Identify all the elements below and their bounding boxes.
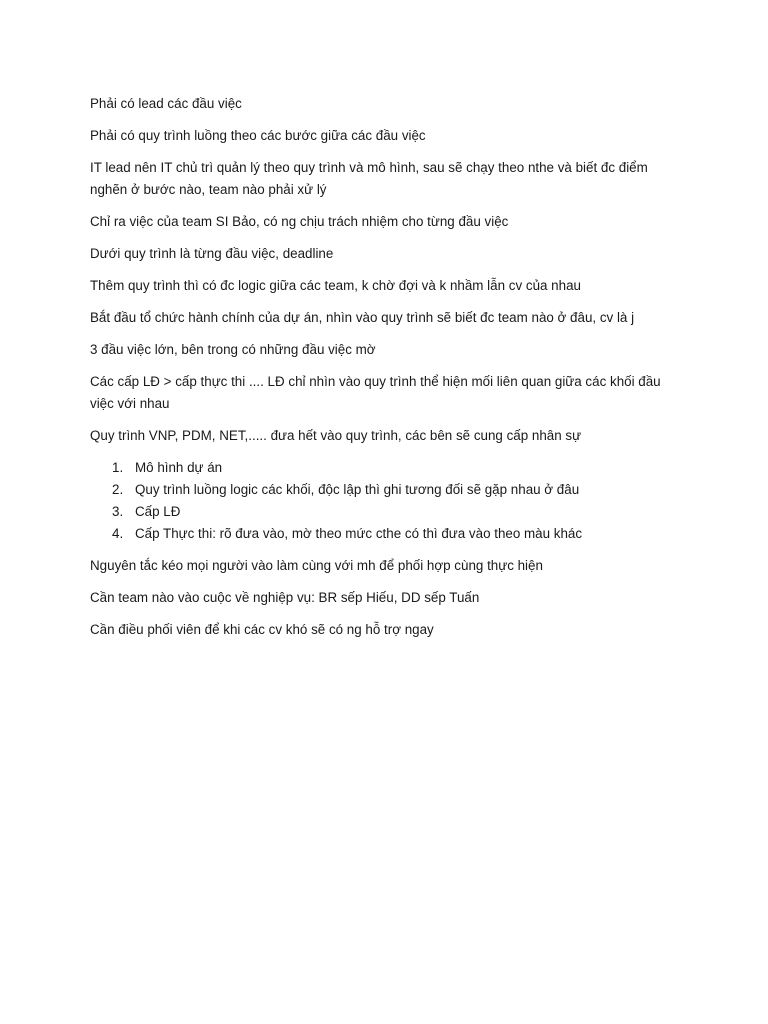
paragraph: Chỉ ra việc của team SI Bảo, có ng chịu trách nhiệm cho từng đầu việc <box>90 214 509 229</box>
paragraph: Nguyên tắc kéo mọi người vào làm cùng với mh để phối hợp cùng thực hiện <box>90 558 543 573</box>
paragraph: Cần team nào vào cuộc về nghiệp vụ: BR sếp Hiếu, DD sếp Tuấn <box>90 590 480 605</box>
list-item-text: Cấp Thực thi: rõ đưa vào, mờ theo mức cthe có thì đưa vào theo màu khác <box>135 526 583 541</box>
numbered-list <box>90 457 680 545</box>
paragraph: Phải có lead các đầu việc <box>90 96 242 111</box>
list-item-text: Mô hình dự án <box>135 460 223 475</box>
paragraph: Quy trình VNP, PDM, NET,..... đưa hết vào quy trình, các bên sẽ cung cấp nhân sự <box>90 428 582 443</box>
paragraph: Các cấp LĐ > cấp thực thi .... LĐ chỉ nhìn vào quy trình thể hiện mối liên quan giữa các khối đầu việc với nhau <box>90 374 661 411</box>
paragraph: 3 đầu việc lớn, bên trong có những đầu việc mờ <box>90 342 376 357</box>
paragraph: IT lead nên IT chủ trì quản lý theo quy trình và mô hình, sau sẽ chạy theo nthe và biết đc điểm nghẽn ở bước nào, team nào phải xử lý <box>90 160 648 197</box>
list-item-number: 4. <box>112 526 124 541</box>
list-item <box>90 457 680 479</box>
list-item-number: 1. <box>112 460 124 475</box>
list-item <box>90 479 680 501</box>
paragraph: Bắt đầu tổ chức hành chính của dự án, nhìn vào quy trình sẽ biết đc team nào ở đâu, cv là j <box>90 310 635 325</box>
paragraph: Thêm quy trình thì có đc logic giữa các team, k chờ đợi và k nhầm lẫn cv của nhau <box>90 278 581 293</box>
paragraph: Phải có quy trình luồng theo các bước giữa các đầu việc <box>90 128 426 143</box>
list-item <box>90 501 680 523</box>
paragraph: Cần điều phối viên để khi các cv khó sẽ có ng hỗ trợ ngay <box>90 622 434 637</box>
list-item-text: Cấp LĐ <box>135 504 181 519</box>
paragraph: Dưới quy trình là từng đầu việc, deadline <box>90 246 334 261</box>
list-item-number: 3. <box>112 504 124 519</box>
list-item <box>90 523 680 545</box>
list-item-number: 2. <box>112 482 124 497</box>
list-item-text: Quy trình luồng logic các khối, độc lập thì ghi tương đối sẽ gặp nhau ở đâu <box>135 482 580 497</box>
document-body <box>90 93 680 651</box>
